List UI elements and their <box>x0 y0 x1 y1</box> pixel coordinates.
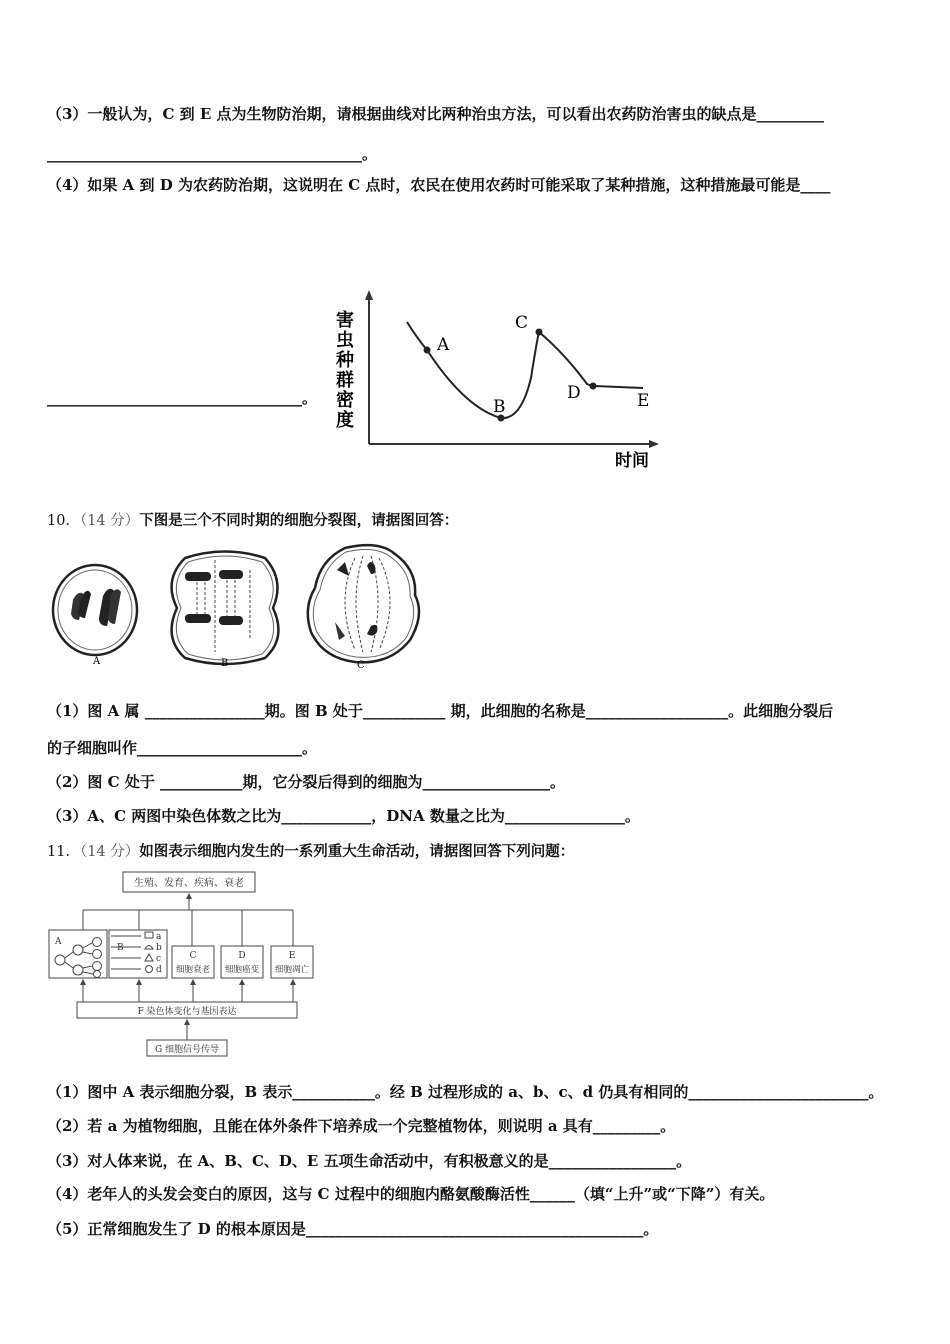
q11-part3: （3）对人体来说，在 A、B、C、D、E 五项生命活动中，有积极意义的是_________________。 <box>47 1152 692 1170</box>
cell-c-label: C <box>357 660 365 671</box>
q10-part3: （3）A、C 两图中染色体数之比为____________，DNA 数量之比为________________。 <box>47 807 640 825</box>
item-d: d <box>156 965 162 975</box>
cell-a-label: A <box>93 656 101 667</box>
q9-part3-line1: （3）一般认为，C 到 E 点为生物防治期，请根据曲线对比两种治虫方法，可以看出农药防治害虫的缺点是_________ <box>47 105 824 123</box>
q11-part5: （5）正常细胞发生了 D 的根本原因是_____________________________________________。 <box>47 1220 659 1238</box>
item-a: a <box>156 932 162 942</box>
q11-stem: 如图表示细胞内发生的一系列重大生命活动，请据图回答下列问题： <box>139 843 575 860</box>
point-e-label: E <box>637 391 650 411</box>
item-c: c <box>156 954 162 964</box>
life-activities-diagram <box>45 866 320 1061</box>
population-density-graph <box>325 288 670 473</box>
q11-points: （14 分） <box>79 844 140 860</box>
b-box-label: B <box>117 943 124 953</box>
q10-part1-line1: （1）图 A 属 ________________期。图 B 处于___________ 期，此细胞的名称是___________________。此细胞分裂后 <box>47 702 834 720</box>
q10-points: （14 分） <box>79 513 140 529</box>
g-box-text: G 细胞信号传导 <box>154 1045 220 1055</box>
x-axis-label: 时间 <box>615 451 649 471</box>
top-box-text: 生殖、发育、疾病、衰老 <box>134 878 244 889</box>
q10-part2: （2）图 C 处于 ___________期，它分裂后得到的细胞为_________________。 <box>47 773 566 791</box>
q10-part1-line2: 的子细胞叫作______________________。 <box>47 739 318 757</box>
c-box-letter: C <box>189 951 197 961</box>
e-box-letter: E <box>288 951 296 961</box>
q10-stem: 下图是三个不同时期的细胞分裂图，请据图回答： <box>139 512 459 529</box>
d-box-letter: D <box>238 951 246 961</box>
point-b-label: B <box>493 397 506 417</box>
a-box-label: A <box>55 937 62 947</box>
q11-part4: （4）老年人的头发会变白的原因，这与 C 过程中的细胞内酪氨酸酶活性______（填“上升”或“下降”）有关。 <box>47 1185 775 1203</box>
q11-part2: （2）若 a 为植物细胞，且能在体外条件下培养成一个完整植物体，则说明 a 具有_________。 <box>47 1117 676 1135</box>
cell-b-label: B <box>221 658 229 669</box>
q11-heading <box>47 840 574 861</box>
point-a-label: A <box>437 335 450 355</box>
f-box-text: F 染色体变化与基因表达 <box>137 1007 237 1017</box>
point-d-label: D <box>567 383 581 403</box>
svg-text:害虫种群密度: 害虫种群密度 <box>336 310 354 431</box>
point-a-dot <box>424 347 431 354</box>
e-box-text: 细胞凋亡 <box>274 965 310 975</box>
q10-number: 10． <box>47 513 80 529</box>
q9-part4-line2: __________________________________。 <box>47 389 318 407</box>
q11-part1: （1）图中 A 表示细胞分裂，B 表示___________。经 B 过程形成的 a、b、c、d 仍具有相同的________________________。 <box>47 1083 884 1101</box>
y-axis-label <box>335 309 354 431</box>
q10-heading <box>47 509 458 530</box>
item-b: b <box>156 943 162 953</box>
q9-part3-line2: __________________________________________。 <box>47 145 378 163</box>
c-box-text: 细胞衰老 <box>175 965 211 975</box>
cell-b <box>172 552 279 670</box>
cell-a <box>53 565 137 667</box>
cell-c <box>308 545 419 671</box>
cell-division-figures <box>45 540 425 675</box>
d-box-text: 细胞癌变 <box>224 965 260 975</box>
point-c-label: C <box>515 313 529 333</box>
q11-number: 11． <box>47 844 80 860</box>
q9-part4-line1: （4）如果 A 到 D 为农药防治期，这说明在 C 点时，农民在使用农药时可能采取了某种措施，这种措施最可能是____ <box>47 176 831 194</box>
point-d-dot <box>590 383 597 390</box>
point-c-dot <box>536 329 543 336</box>
